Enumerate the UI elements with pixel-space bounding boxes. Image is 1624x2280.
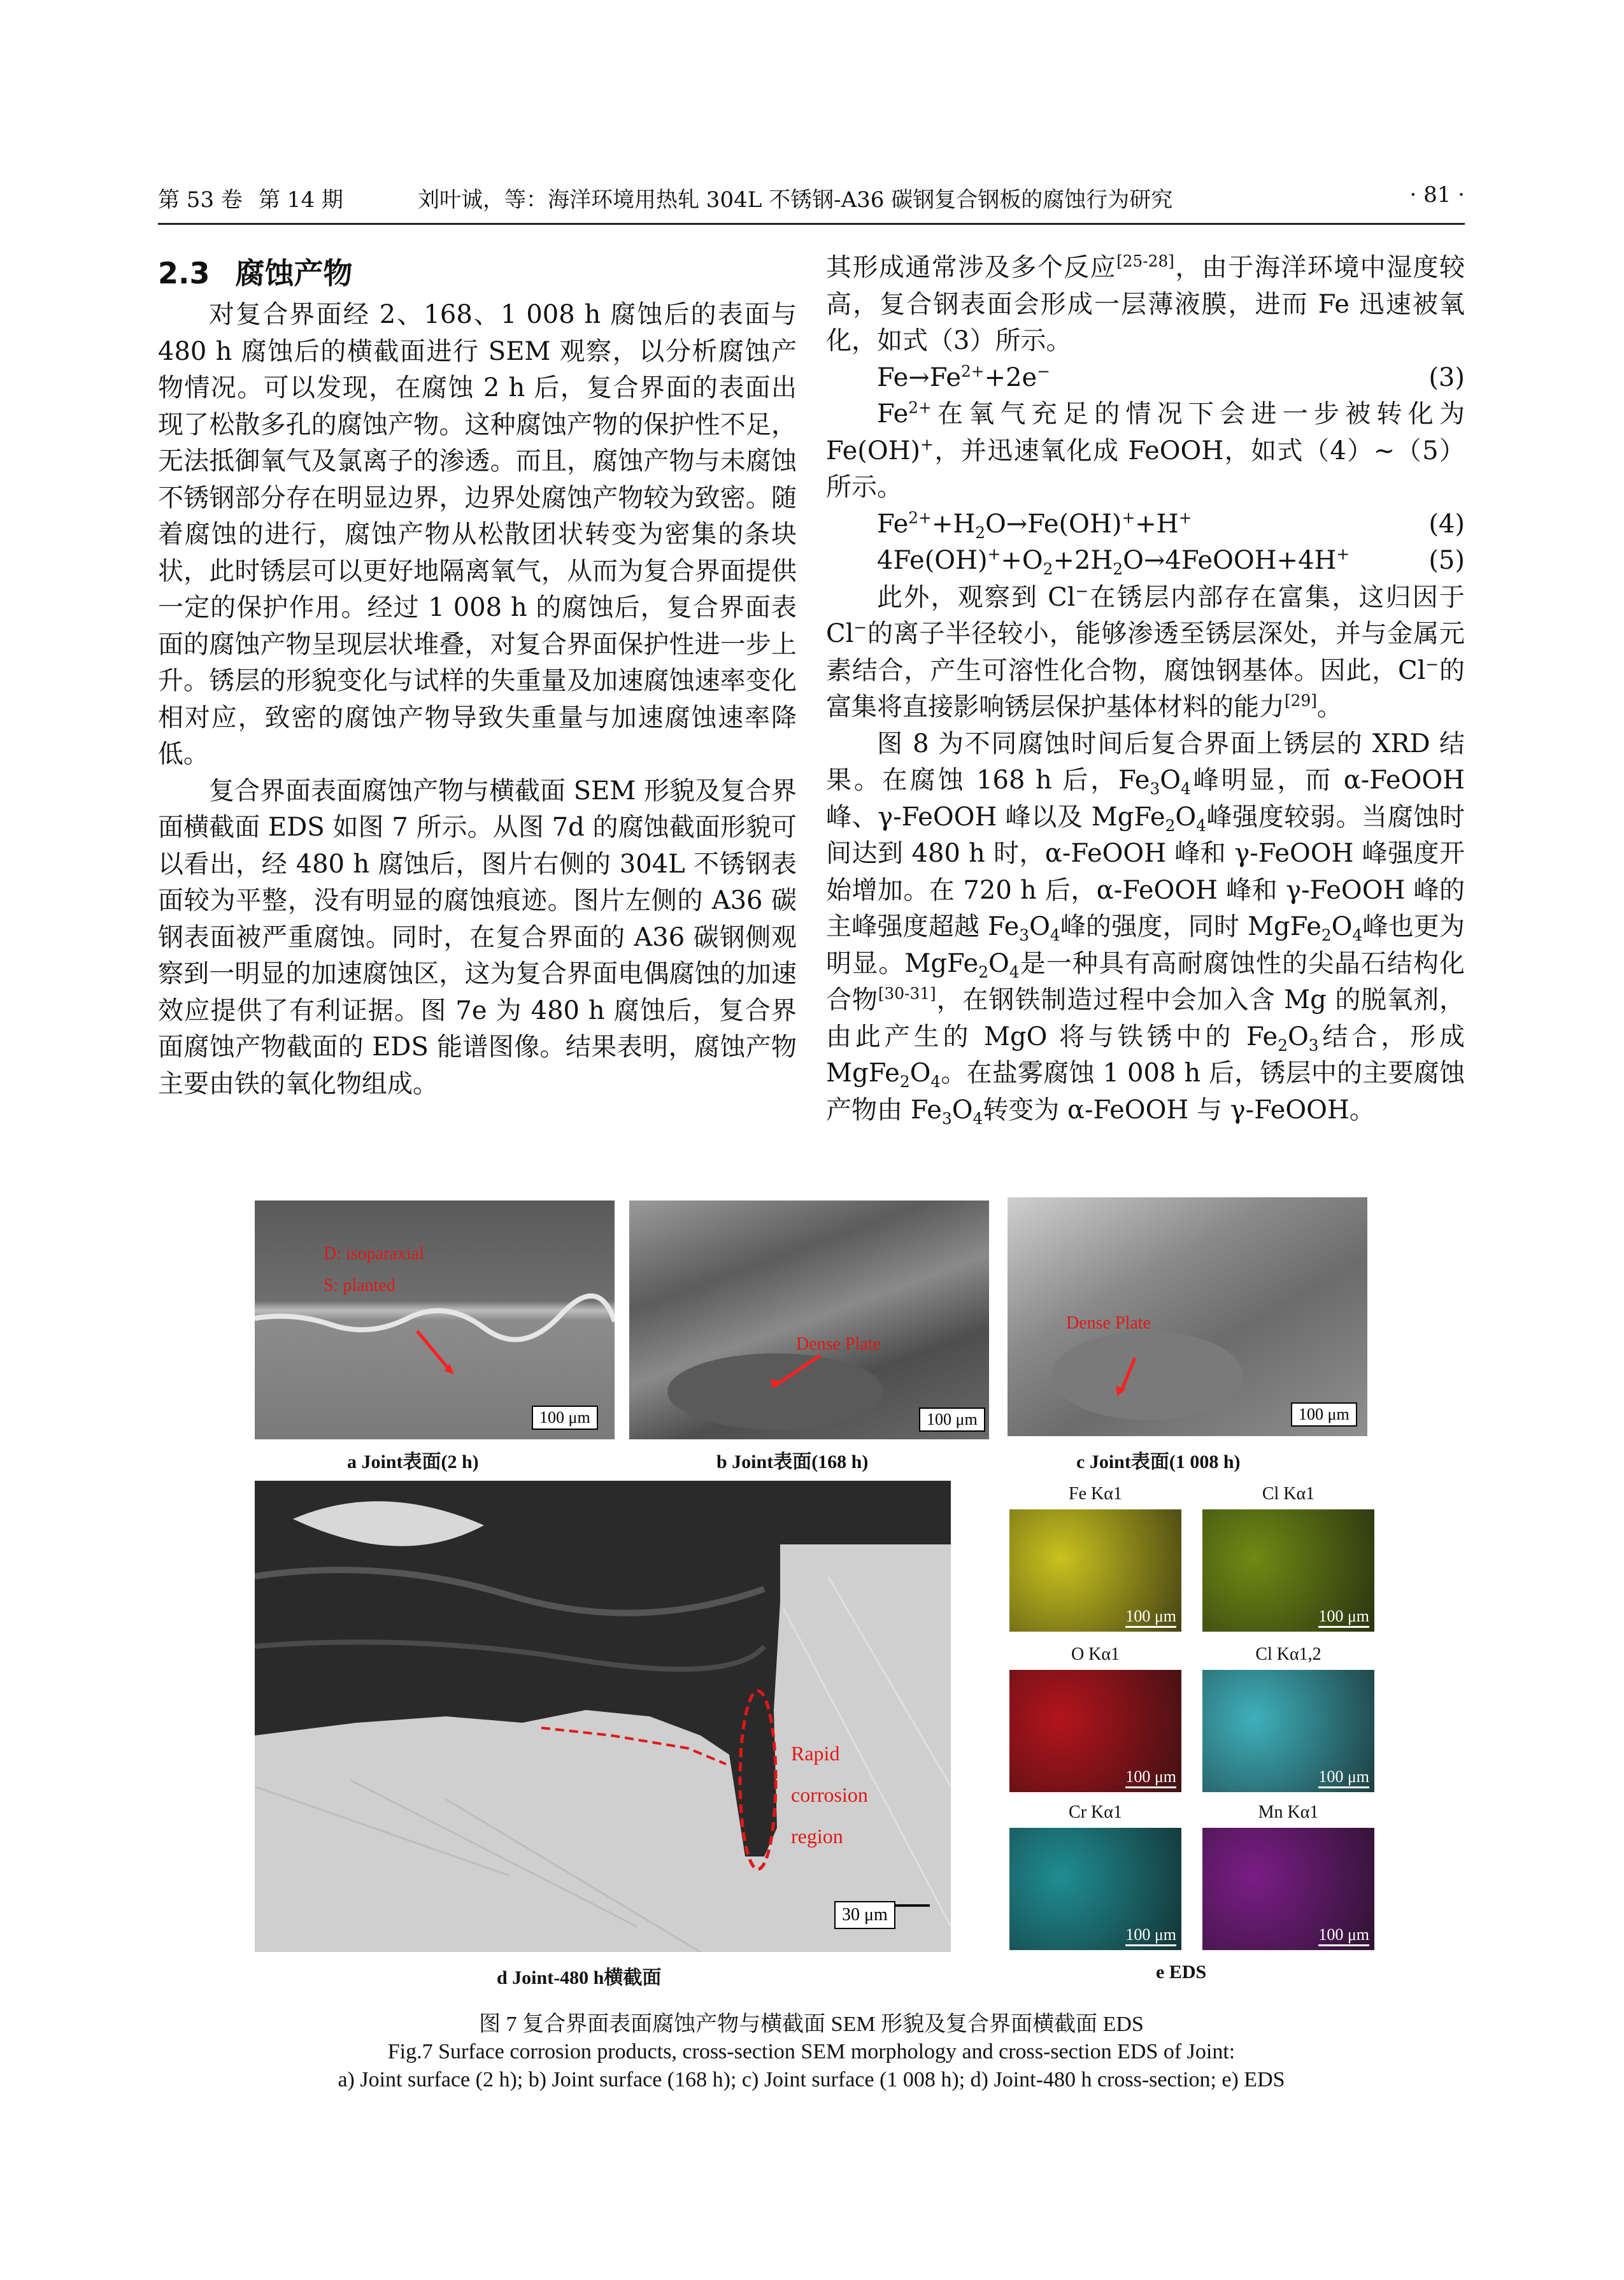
section-heading (158, 250, 797, 297)
equation-5: $4Fe(OH)^++O_2+2H_2O\to 4FeOOH+4H^+$ (5) (877, 545, 1465, 578)
panel-e-caption: e EDS (1156, 1962, 1207, 1983)
sem-image-d (255, 1481, 951, 1952)
figure-caption-cn: 图 7 复合界面表面腐蚀产物与横截面 SEM 形貌及复合界面横截面 EDS (479, 2013, 1144, 2036)
header-page-number: · 81 · (1409, 182, 1465, 208)
running-header (158, 182, 1465, 220)
sem-image-a (255, 1201, 615, 1439)
paragraph: 复合界面表面腐蚀产物与横截面 SEM 形貌及复合界面横截面 EDS 如图 7 所示。从图 7d 的腐蚀截面形貌可以看出，经 480 h 腐蚀后，图片右侧的 304L 不锈钢表面较为平整，没有明显的腐蚀痕迹。图片左侧的 A36 碳钢表面被严重腐蚀。同时，在复合界面的 A36 碳钢侧观察到一明显的加速腐蚀区，这为复合界面电偶腐蚀的加速效应提供了有利证据。图 7e 为 480 h 腐蚀后，复合界面腐蚀产物截面的 EDS 能谱图像。结果表明，腐蚀产物主要由铁的氧化物组成。 (158, 776, 797, 1099)
panel-c-scale-bar: 100 μm (1291, 1402, 1357, 1427)
panel-d-label-3: region (791, 1825, 843, 1848)
panel-a-scale-bar: 100 μm (532, 1406, 598, 1430)
header-rule (158, 223, 1465, 225)
eds-map-image (1202, 1509, 1374, 1632)
panel-d-label-1: Rapid (791, 1742, 840, 1765)
section-number: 2.3 (158, 256, 210, 290)
panel-d-label-2: corrosion (791, 1783, 868, 1806)
eds-map-scale-bar: 100 μm (1125, 1925, 1176, 1946)
paragraph: 其形成通常涉及多个反应[25-28]，由于海洋环境中湿度较高，复合钢表面会形成一层薄液膜，进而 Fe 迅速被氧化，如式（3）所示。 (826, 252, 1465, 355)
panel-d-caption: d Joint-480 h横截面 (497, 1967, 662, 1988)
eds-map-scale-bar: 100 μm (1318, 1607, 1369, 1628)
section-title: 腐蚀产物 (235, 256, 353, 290)
eds-map-title: Cl Kα1,2 (1255, 1644, 1321, 1664)
panel-a-label-2: S: planted (324, 1276, 395, 1295)
right-column (826, 250, 1465, 1129)
panel-c-caption: c Joint表面(1 008 h) (1076, 1451, 1241, 1472)
eds-map-scale-bar: 100 μm (1125, 1767, 1176, 1788)
eds-map-scale-bar: 100 μm (1318, 1925, 1369, 1946)
header-title: 刘叶诚，等：海洋环境用热轧 304L 不锈钢-A36 碳钢复合钢板的腐蚀行为研究 (418, 187, 1173, 213)
paragraph: 对复合界面经 2、168、1 008 h 腐蚀后的表面与 480 h 腐蚀后的横截面进行 SEM 观察，以分析腐蚀产物情况。可以发现，在腐蚀 2 h 后，复合界面的表面出现了松散多孔的腐蚀产物。这种腐蚀产物的保护性不足，无法抵御氧气及氯离子的渗透。而且，腐蚀产物与未腐蚀不锈钢部分存在明显边界，边界处腐蚀产物较为致密。随着腐蚀的进行，腐蚀产物从松散团状转变为密集的条块状，此时锈层可以更好地隔离氧气，从而为复合界面提供一定的保护作用。经过 1 008 h 的腐蚀后，复合界面表面的腐蚀产物呈现层状堆叠，对复合界面保护性进一步上升。锈层的形貌变化与试样的失重量及加速腐蚀速率变化相对应，致密的腐蚀产物导致失重量与加速腐蚀速率降低。 (158, 300, 797, 769)
eds-map-title: O Kα1 (1071, 1644, 1120, 1664)
paragraph: 图 8 为不同腐蚀时间后复合界面上锈层的 XRD 结果。在腐蚀 168 h 后，$Fe_3O_4$峰明显，而 α-FeOOH 峰、γ-FeOOH 峰以及 $MgFe_2O_4$峰强度较弱。当腐蚀时间达到 480 h 时，α-FeOOH 峰和 γ-FeOOH 峰强度开始增加。在 720 h 后，α-FeOOH 峰和 γ-FeOOH 峰的主峰强度超越 $Fe_3O_4$峰的强度，同时 $MgFe_2O_4$峰也更为明显。$MgFe_2O_4$是一种具有高耐腐蚀性的尖晶石结构化合物[30-31]，在钢铁制造过程中会加入含 Mg 的脱氧剂，由此产生的 MgO 将与铁锈中的 $Fe_2O_3$结合，形成 $MgFe_2O_4$。在盐雾腐蚀 1 008 h 后，锈层中的主要腐蚀产物由 $Fe_3O_4$转变为 α-FeOOH 与 γ-FeOOH。 (826, 729, 1465, 1128)
left-column (158, 250, 797, 1102)
eds-map-image (1202, 1828, 1374, 1950)
panel-b-label: Dense Plate (796, 1334, 881, 1354)
panel-a-label-1: D: isoparaxial (324, 1244, 424, 1264)
eds-map-title: Cr Kα1 (1069, 1802, 1122, 1822)
eds-map-title: Mn Kα1 (1258, 1802, 1319, 1822)
eds-map-image (1202, 1670, 1374, 1792)
header-issue: 第 14 期 (259, 187, 343, 213)
sem-image-c (1008, 1197, 1367, 1436)
paragraph: $Fe^{2+}$在氧气充足的情况下会进一步被转化为Fe(OH)+，并迅速氧化成 FeOOH，如式（4）~（5）所示。 (826, 398, 1465, 502)
panel-b-scale-bar: 100 μm (919, 1407, 985, 1432)
sem-image-b (629, 1201, 989, 1439)
eds-map-image (1009, 1670, 1181, 1792)
paragraph: 此外，观察到 Cl−在锈层内部存在富集，这归因于 Cl−的离子半径较小，能够渗透至锈层深处，并与金属元素结合，产生可溶性化合物，腐蚀钢基体。因此，Cl−的富集将直接影响锈层保护基体材料的能力[29]。 (826, 581, 1465, 722)
equation-3: $Fe\to Fe^{2+}+2e^-$ (3) (877, 362, 1465, 392)
eds-map-image (1009, 1509, 1181, 1632)
eds-map-image (1009, 1828, 1181, 1950)
figure-caption-en-1: Fig.7 Surface corrosion products, cross-section SEM morphology and cross-section EDS of Joint: (387, 2040, 1236, 2063)
eds-map-scale-bar: 100 μm (1318, 1767, 1369, 1788)
panel-a-caption: a Joint表面(2 h) (347, 1451, 479, 1472)
eds-map-title: Fe Kα1 (1069, 1484, 1122, 1504)
panel-c-label: Dense Plate (1066, 1313, 1151, 1333)
figure-caption-en-2: a) Joint surface (2 h); b) Joint surface (168 h); c) Joint surface (1 008 h); d) Joint-480 h cross-section; e) EDS (338, 2068, 1285, 2091)
eds-map-scale-bar: 100 μm (1125, 1607, 1176, 1628)
equation-4: $Fe^{2+}+H_2O\to Fe(OH)^++H^+$ (4) (877, 508, 1465, 542)
eds-map-title: Cl Kα1 (1262, 1484, 1315, 1504)
header-volume: 第 53 卷 (158, 187, 243, 213)
panel-b-caption: b Joint表面(168 h) (716, 1451, 869, 1472)
panel-d-scale-bar: 30 μm (834, 1901, 895, 1929)
